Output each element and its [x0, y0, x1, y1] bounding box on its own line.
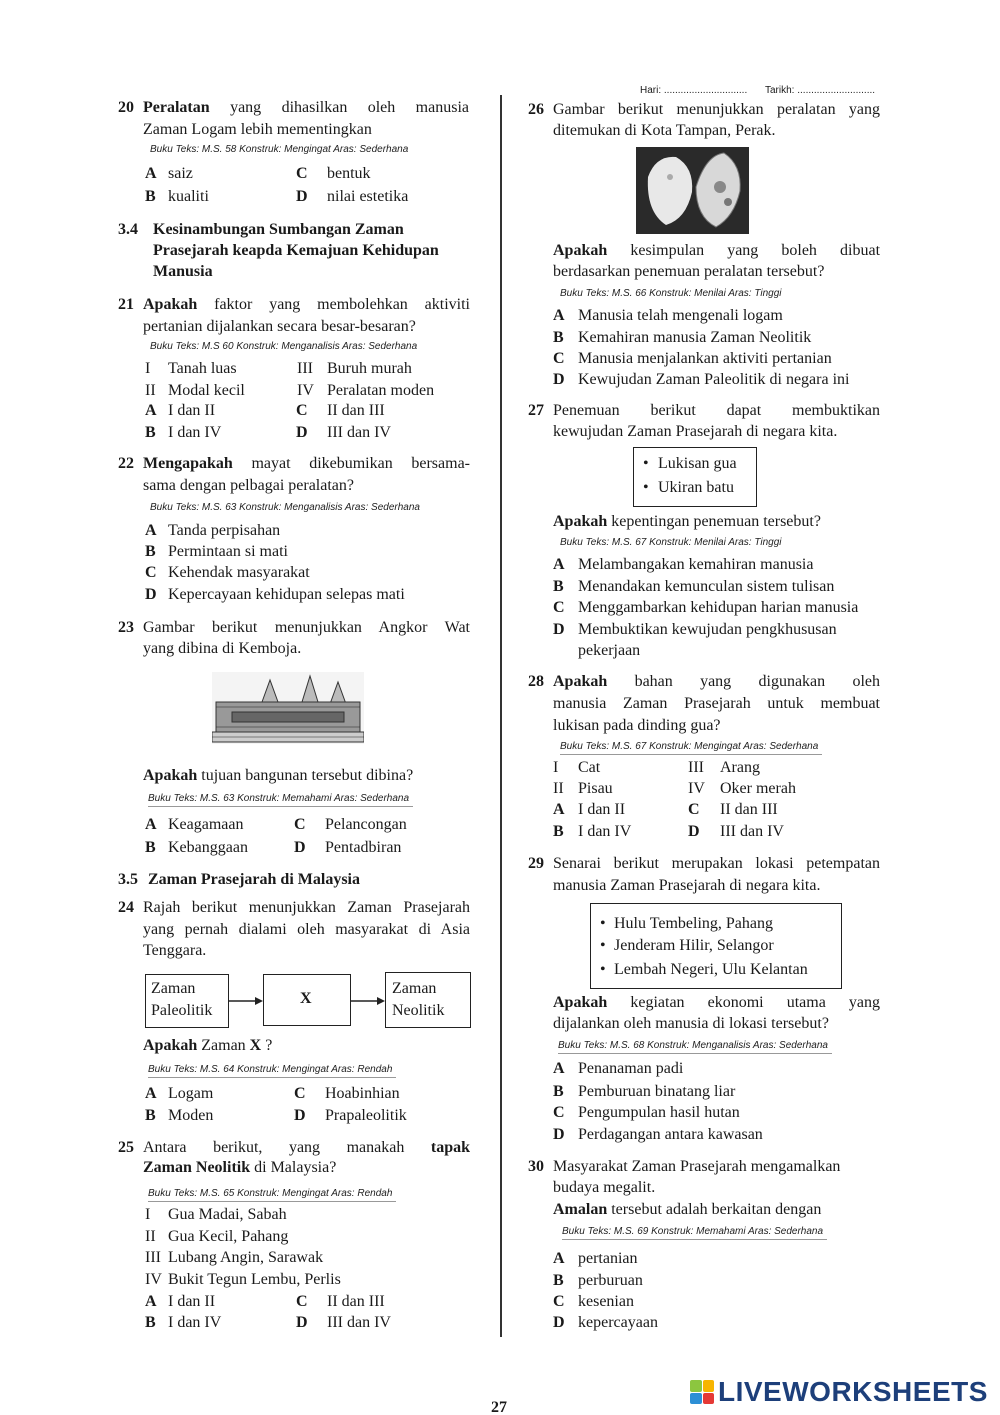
reference-line: Buku Teks: M.S. 63 Konstruk: Menganalisis Aras: Sederhana [150, 502, 420, 513]
reference-line: Buku Teks: M.S. 69 Konstruk: Memahami Aras: Sederhana [562, 1225, 827, 1240]
option-letter: C [688, 801, 700, 818]
roman-numeral: III [297, 360, 313, 377]
roman-item-text: Pisau [578, 780, 613, 797]
question-text: berdasarkan penemuan peralatan tersebut? [553, 263, 825, 280]
option-text: Kehendak masyarakat [168, 564, 310, 581]
reference-line: Buku Teks: M.S. 64 Konstruk: Mengingat Aras: Rendah [148, 1063, 396, 1078]
liveworksheets-logo-icon [690, 1380, 714, 1404]
roman-numeral: IV [297, 382, 314, 399]
option-text: Kepercayaan kehidupan selepas mati [168, 586, 405, 603]
option-text: Melambangakan kemahiran manusia [578, 556, 814, 573]
option-text: Manusia telah mengenali logam [578, 307, 783, 324]
bold-text: Apakah [553, 513, 608, 530]
option-text: kepercayaan [578, 1314, 658, 1331]
angkor-wat-image [212, 672, 364, 744]
question-text [553, 511, 821, 533]
diagram-label: Zaman [392, 980, 437, 997]
option-letter: C [296, 1293, 308, 1310]
stone-tools-image [636, 147, 749, 234]
bullet-icon: • [643, 455, 649, 472]
option-letter: C [553, 1104, 565, 1121]
question-number: 30 [528, 1158, 544, 1175]
roman-item-text: Peralatan moden [327, 382, 435, 399]
question-text [553, 992, 880, 1014]
text: tujuan bangunan tersebut dibina? [201, 767, 414, 784]
bold-text: Amalan [553, 1201, 608, 1218]
question-number: 20 [118, 99, 134, 116]
option-letter: C [294, 1085, 306, 1102]
option-text: Menggambarkan kehidupan harian manusia [578, 599, 859, 616]
question-number: 29 [528, 855, 544, 872]
option-text: Membuktikan kewujudan pengkhususan [578, 621, 837, 638]
text-line: manusia Zaman Prasejarah di negara kita. [553, 877, 821, 894]
option-text: bentuk [327, 165, 371, 182]
roman-item-text: Bukit Tegun Lembu, Perlis [168, 1271, 341, 1288]
tarikh-field: Tarikh: ............................ [765, 85, 876, 96]
option-text: I dan IV [168, 424, 222, 441]
option-text: Permintaan si mati [168, 543, 288, 560]
reference-line: Buku Teks: M.S. 65 Konstruk: Mengingat Aras: Rendah [148, 1187, 396, 1202]
text: mayat dikebumikan bersama- [251, 455, 471, 472]
question-text [143, 1035, 272, 1057]
text: kegiatan ekonomi utama yang [630, 994, 880, 1011]
text: kesimpulan yang boleh dibuat [630, 242, 881, 259]
roman-numeral: II [145, 382, 156, 399]
question-number: 27 [528, 402, 544, 419]
question-text [553, 1199, 821, 1221]
section-title: Manusia [153, 263, 213, 280]
box-item: Lukisan gua [658, 455, 737, 472]
question-text: dijalankan oleh manusia di lokasi tersebut? [553, 1015, 829, 1032]
bold-text: Peralatan [143, 99, 210, 116]
text: yang dihasilkan oleh manusia [230, 99, 470, 116]
bullet-icon: • [600, 961, 606, 978]
option-text: Tanda perpisahan [168, 522, 281, 539]
option-text: kesenian [578, 1293, 634, 1310]
text-line: yang pernah dialami oleh masyarakat di Asia [143, 921, 470, 938]
option-text: III dan IV [720, 823, 784, 840]
option-letter: D [553, 1126, 565, 1143]
question-number: 26 [528, 101, 544, 118]
option-letter: B [145, 543, 156, 560]
option-letter: C [553, 350, 565, 367]
option-text: Penanaman padi [578, 1060, 684, 1077]
option-letter: D [553, 621, 565, 638]
option-letter: B [553, 329, 564, 346]
option-letter: A [553, 556, 565, 573]
roman-numeral: II [553, 780, 564, 797]
text-line: pertanian dijalankan secara besar-besaran? [143, 318, 416, 335]
option-text: Pelancongan [325, 816, 407, 833]
option-text: kualiti [168, 188, 209, 205]
reference-line: Buku Teks: M.S. 58 Konstruk: Mengingat Aras: Sederhana [150, 144, 409, 155]
text-line: Penemuan berikut dapat membuktikan [553, 402, 880, 419]
roman-item-text: Modal kecil [168, 382, 245, 399]
option-letter: D [688, 823, 700, 840]
text-line: manusia Zaman Prasejarah untuk membuat [553, 695, 880, 712]
bold-text: Apakah [553, 242, 608, 259]
roman-item-text: Arang [720, 759, 760, 776]
text-line [143, 97, 469, 119]
roman-numeral: I [145, 360, 151, 377]
page-number: 27 [491, 1399, 507, 1415]
section-title: Prasejarah keapda Kemajuan Kehidupan [153, 242, 439, 259]
box-item: Lembah Negeri, Ulu Kelantan [614, 961, 808, 978]
question-number: 25 [118, 1139, 134, 1156]
box-item: Hulu Tembeling, Pahang [614, 915, 774, 932]
option-letter: C [294, 816, 306, 833]
reference-line: Buku Teks: M.S. 67 Konstruk: Menilai Aras: Tinggi [560, 537, 782, 548]
roman-item-text: Buruh murah [327, 360, 412, 377]
reference-line: Buku Teks: M.S. 67 Konstruk: Mengingat Aras: Sederhana [560, 740, 822, 755]
bold-text: tapak [430, 1139, 471, 1156]
option-letter: A [553, 307, 565, 324]
text-line: lukisan pada dinding gua? [553, 717, 721, 734]
reference-line: Buku Teks: M.S. 63 Konstruk: Memahami Aras: Sederhana [148, 792, 413, 807]
option-letter: C [145, 564, 157, 581]
roman-item-text: Tanah luas [168, 360, 237, 377]
option-letter: A [145, 165, 157, 182]
option-letter: D [294, 1107, 306, 1124]
option-text: Pentadbiran [325, 839, 402, 856]
text-line: budaya megalit. [553, 1179, 656, 1196]
roman-item-text: Cat [578, 759, 601, 776]
text-line: Gambar berikut menunjukkan peralatan yang [553, 101, 880, 118]
roman-numeral: II [145, 1228, 156, 1245]
option-letter: D [296, 188, 308, 205]
option-text: Perdagangan antara kawasan [578, 1126, 763, 1143]
question-number: 28 [528, 673, 544, 690]
roman-numeral: III [688, 759, 704, 776]
text-line: ditemukan di Kota Tampan, Perak. [553, 122, 776, 139]
option-text: pertanian [578, 1250, 638, 1267]
option-letter: D [553, 1314, 565, 1331]
option-text-cont: pekerjaan [578, 642, 641, 659]
text: Antara berikut, yang manakah [143, 1139, 405, 1156]
text-line: Masyarakat Zaman Prasejarah mengamalkan [553, 1158, 841, 1175]
roman-numeral: IV [688, 780, 705, 797]
roman-numeral: III [145, 1249, 161, 1266]
text-line: kewujudan Zaman Prasejarah di negara kita. [553, 423, 838, 440]
text-line: Zaman Logam lebih mementingkan [143, 121, 372, 138]
box-item: Jenderam Hilir, Selangor [614, 937, 774, 954]
option-letter: D [145, 586, 157, 603]
bold-text: Apakah [553, 673, 608, 690]
question-number: 22 [118, 455, 134, 472]
text: di Malaysia? [254, 1159, 337, 1176]
option-text: I dan IV [168, 1314, 222, 1331]
option-letter: B [553, 1083, 564, 1100]
text-line: sama dengan pelbagai peralatan? [143, 477, 354, 494]
option-text: Pengumpulan hasil hutan [578, 1104, 740, 1121]
option-text: Pemburuan binatang liar [578, 1083, 736, 1100]
option-text: Logam [168, 1085, 214, 1102]
option-text: II dan III [327, 1293, 385, 1310]
reference-line: Buku Teks: M.S. 66 Konstruk: Menilai Aras: Tinggi [560, 288, 782, 299]
text: kepentingan penemuan tersebut? [611, 513, 821, 530]
hari-field: Hari: .............................. [640, 85, 748, 96]
option-text: I dan II [578, 801, 626, 818]
bold-text: Apakah [553, 994, 608, 1011]
option-text: Keagamaan [168, 816, 244, 833]
section-title: Zaman Prasejarah di Malaysia [148, 871, 360, 888]
text-line [553, 671, 880, 693]
question-number: 23 [118, 619, 134, 636]
option-letter: A [553, 1060, 565, 1077]
text-line [143, 1137, 470, 1159]
option-letter: D [296, 1314, 308, 1331]
option-text: Kemahiran manusia Zaman Neolitik [578, 329, 812, 346]
option-letter: D [294, 839, 306, 856]
option-text: nilai estetika [327, 188, 409, 205]
option-text: III dan IV [327, 424, 391, 441]
text-line: Tenggara. [143, 942, 207, 959]
option-letter: A [145, 1085, 157, 1102]
reference-line: Buku Teks: M.S. 68 Konstruk: Menganalisis Aras: Sederhana [558, 1039, 832, 1054]
option-text: Kewujudan Zaman Paleolitik di negara ini [578, 371, 850, 388]
reference-line: Buku Teks: M.S 60 Konstruk: Menganalisis Aras: Sederhana [150, 341, 418, 352]
question-text [143, 765, 413, 787]
option-text: Moden [168, 1107, 214, 1124]
section-number: 3.5 [118, 871, 138, 888]
option-letter: B [553, 823, 564, 840]
diagram-label-x: X [300, 990, 312, 1007]
option-letter: D [553, 371, 565, 388]
roman-item-text: Gua Kecil, Pahang [168, 1228, 289, 1245]
section-number: 3.4 [118, 221, 138, 238]
bullet-icon: • [600, 915, 606, 932]
option-text: I dan IV [578, 823, 632, 840]
option-letter: A [145, 402, 157, 419]
text-line: Senarai berikut merupakan lokasi petempatan [553, 855, 880, 872]
text-line: Rajah berikut menunjukkan Zaman Prasejarah [143, 899, 470, 916]
option-letter: B [145, 839, 156, 856]
option-text: I dan II [168, 402, 216, 419]
diagram-label: Paleolitik [151, 1002, 213, 1019]
option-letter: C [553, 599, 565, 616]
text: faktor yang membolehkan aktiviti [214, 296, 470, 313]
option-letter: B [145, 1107, 156, 1124]
option-text: III dan IV [327, 1314, 391, 1331]
option-letter: D [296, 424, 308, 441]
bullet-icon: • [600, 937, 606, 954]
question-number: 24 [118, 899, 134, 916]
roman-item-text: Gua Madai, Sabah [168, 1206, 287, 1223]
option-text: Manusia menjalankan aktiviti pertanian [578, 350, 832, 367]
option-letter: A [553, 1250, 565, 1267]
option-letter: B [145, 424, 156, 441]
text: bahan yang digunakan oleh [634, 673, 880, 690]
question-text [553, 240, 880, 262]
roman-item-text: Lubang Angin, Sarawak [168, 1249, 324, 1266]
option-text: I dan II [168, 1293, 216, 1310]
roman-numeral: I [145, 1206, 151, 1223]
text-line [143, 453, 470, 475]
option-letter: B [145, 188, 156, 205]
option-letter: C [296, 402, 308, 419]
bold-text: Mengapakah [143, 455, 233, 472]
option-letter: B [553, 1272, 564, 1289]
bullet-icon: • [643, 479, 649, 496]
option-letter: C [296, 165, 308, 182]
option-letter: A [145, 522, 157, 539]
box-item: Ukiran batu [658, 479, 734, 496]
text: tersebut adalah berkaitan dengan [611, 1201, 822, 1218]
text-line [143, 294, 470, 316]
bold-text: X [249, 1037, 262, 1054]
option-text: saiz [168, 165, 193, 182]
option-letter: A [145, 816, 157, 833]
option-text: Hoabinhian [325, 1085, 400, 1102]
bold-text: Zaman Neolitik [143, 1159, 251, 1176]
option-text: Kebanggaan [168, 839, 248, 856]
option-text: II dan III [720, 801, 778, 818]
option-text: perburuan [578, 1272, 643, 1289]
text-line: Gambar berikut menunjukkan Angkor Wat [143, 619, 470, 636]
bold-text: Apakah [143, 296, 198, 313]
section-title: Kesinambungan Sumbangan Zaman [153, 221, 404, 238]
roman-numeral: I [553, 759, 559, 776]
text-line [143, 1157, 336, 1179]
option-letter: A [553, 801, 565, 818]
option-text: Menandakan kemunculan sistem tulisan [578, 578, 835, 595]
option-letter: B [145, 1314, 156, 1331]
option-letter: B [553, 578, 564, 595]
text: ? [265, 1037, 273, 1054]
brand-name: LIVEWORKSHEETS [718, 1376, 988, 1407]
bold-text: Apakah [143, 1037, 198, 1054]
bold-text: Apakah [143, 767, 198, 784]
roman-numeral: IV [145, 1271, 162, 1288]
question-number: 21 [118, 296, 134, 313]
roman-item-text: Oker merah [720, 780, 796, 797]
option-text: Prapaleolitik [325, 1107, 407, 1124]
column-divider [500, 95, 502, 1337]
text: Zaman [201, 1037, 246, 1054]
text-line: yang dibina di Kemboja. [143, 640, 302, 657]
diagram-label: Neolitik [392, 1002, 445, 1019]
option-letter: A [145, 1293, 157, 1310]
option-letter: C [553, 1293, 565, 1310]
option-text: II dan III [327, 402, 385, 419]
diagram-label: Zaman [151, 980, 196, 997]
